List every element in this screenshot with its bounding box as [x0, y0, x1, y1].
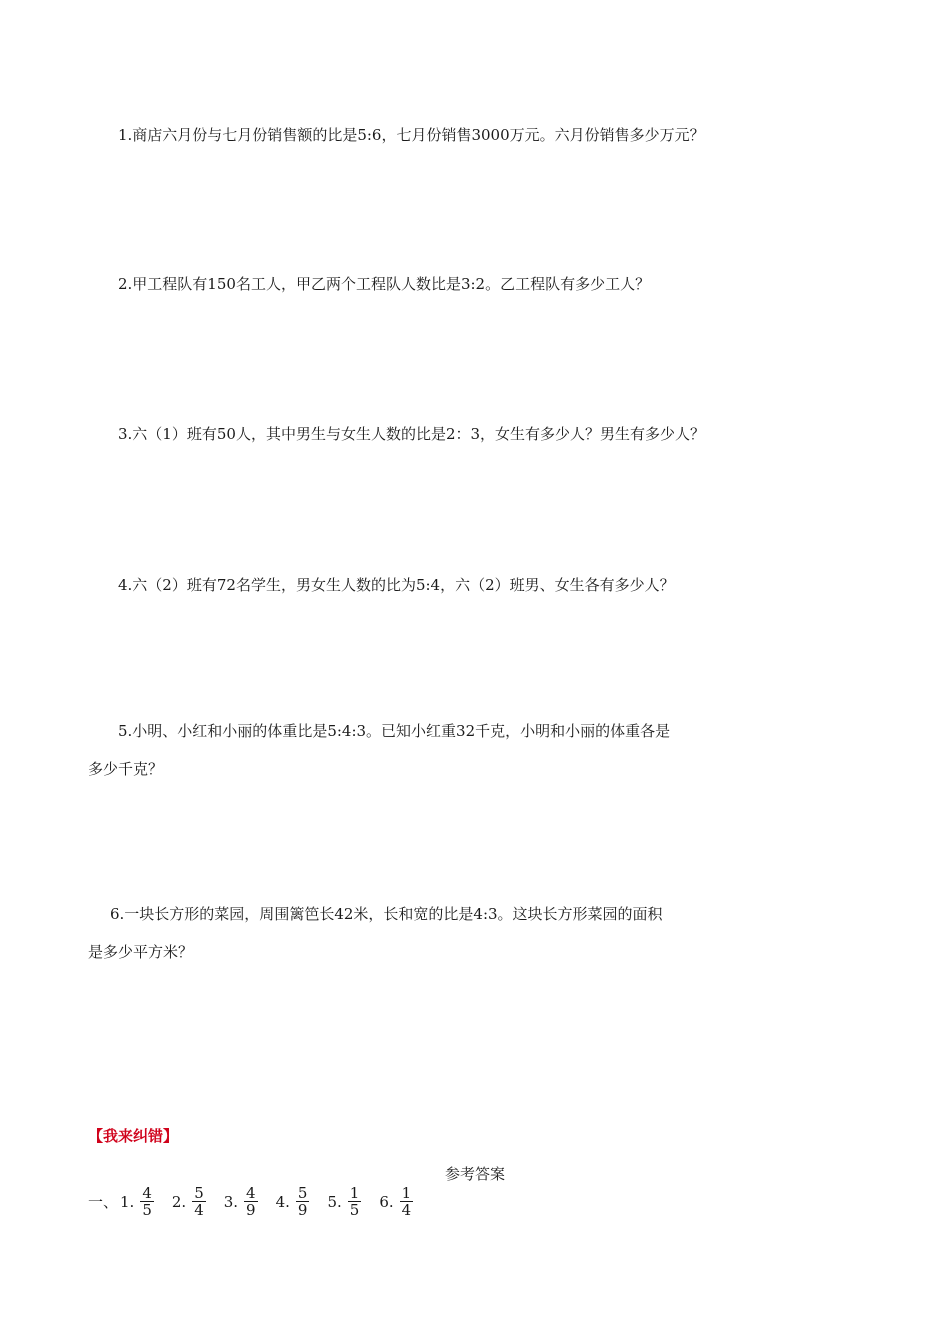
answer-row — [88, 1185, 431, 1218]
answer-item — [224, 1185, 258, 1218]
denominator: 5 — [349, 1201, 360, 1218]
fraction — [296, 1185, 310, 1218]
question-5-line-1: 5.小明、小红和小丽的体重比是5:4:3。已知小红重32千克，小明和小丽的体重各是 — [118, 722, 671, 740]
fraction — [400, 1185, 414, 1218]
numerator: 5 — [297, 1185, 308, 1202]
question-6-line-2: 是多少平方米？ — [88, 943, 194, 961]
answer-title: 参考答案 — [444, 1165, 505, 1183]
question-3: 3.六（1）班有50人，其中男生与女生人数的比是2：3，女生有多少人？男生有多少人？ — [118, 425, 706, 443]
answer-number: 3. — [223, 1192, 239, 1211]
numerator: 4 — [246, 1185, 256, 1202]
answer-item — [276, 1185, 310, 1218]
answer-item — [172, 1185, 206, 1218]
numerator: 1 — [349, 1185, 360, 1202]
fraction — [244, 1185, 258, 1218]
fraction — [348, 1185, 362, 1218]
question-1: 1.商店六月份与七月份销售额的比是5:6，七月份销售3000万元。六月份销售多少万元？ — [118, 126, 705, 144]
answer-number: 2. — [171, 1192, 187, 1211]
answer-number: 1. — [120, 1192, 135, 1211]
question-6-line-1: 6.一块长方形的菜园，周围篱笆长42米，长和宽的比是4:3。这块长方形菜园的面积 — [110, 905, 663, 923]
answer-item — [327, 1185, 361, 1218]
denominator: 9 — [297, 1201, 308, 1218]
section-heading: 【我来纠错】 — [88, 1127, 179, 1145]
denominator: 9 — [246, 1201, 256, 1218]
question-4: 4.六（2）班有72名学生，男女生人数的比为5:4，六（2）班男、女生各有多少人？ — [118, 576, 675, 594]
fraction — [192, 1185, 206, 1218]
question-5-line-2: 多少千克？ — [88, 760, 164, 778]
answer-prefix: 一、 — [88, 1193, 119, 1211]
numerator: 1 — [401, 1185, 412, 1202]
denominator: 4 — [194, 1201, 204, 1218]
answer-item — [379, 1185, 413, 1218]
question-2: 2.甲工程队有150名工人，甲乙两个工程队人数比是3:2。乙工程队有多少工人？ — [118, 275, 651, 293]
numerator: 5 — [194, 1185, 204, 1202]
denominator: 5 — [142, 1201, 152, 1218]
answer-number: 6. — [379, 1192, 394, 1211]
denominator: 4 — [401, 1201, 412, 1218]
answer-number: 4. — [275, 1192, 290, 1211]
fraction — [140, 1185, 154, 1218]
numerator: 4 — [142, 1185, 152, 1202]
answer-item — [120, 1185, 154, 1218]
answer-number: 5. — [327, 1192, 342, 1211]
